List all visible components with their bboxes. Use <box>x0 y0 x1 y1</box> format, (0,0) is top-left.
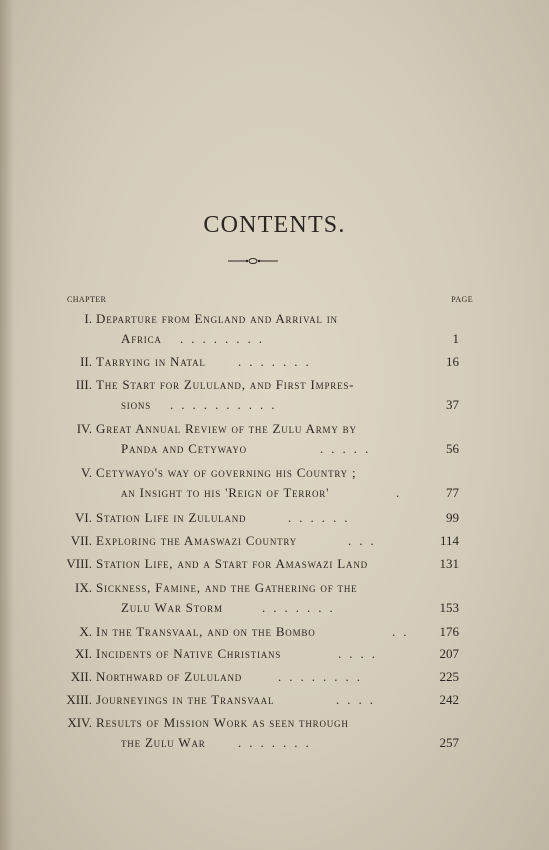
chapter-title-cont: the Zulu War <box>121 735 206 750</box>
leader-dots: ... <box>348 533 382 548</box>
chapter-number: X. <box>79 624 92 639</box>
page-number: 16 <box>446 354 459 369</box>
chapter-title-cont: Africa <box>121 331 162 346</box>
leader-dots: ....... <box>238 735 317 750</box>
chapter-column-header: CHAPTER <box>67 295 107 304</box>
page-number: 176 <box>439 624 459 639</box>
chapter-title-cont: Panda and Cetywayo <box>121 441 247 456</box>
chapter-title: Tarrying in Natal <box>96 354 206 369</box>
chapter-title: Great Annual Review of the Zulu Army by <box>96 421 357 436</box>
page-title: CONTENTS. <box>203 212 346 238</box>
leader-dots: ..... <box>320 441 377 456</box>
leader-dots: . <box>396 485 408 500</box>
leader-dots: ....... <box>262 600 341 615</box>
chapter-number: IX. <box>75 580 92 595</box>
chapter-title: Cetywayo's way of governing his Country ; <box>96 465 357 480</box>
chapter-number: V. <box>81 465 92 480</box>
page-number: 114 <box>439 533 459 548</box>
chapter-title-cont: sions <box>121 397 152 412</box>
chapter-number: I. <box>84 311 92 326</box>
leader-dots: ...... <box>288 510 356 525</box>
page-number: 242 <box>439 692 459 707</box>
chapter-title: Departure from England and Arrival in <box>96 311 338 326</box>
leader-dots: .... <box>336 692 381 707</box>
chapter-number: VI. <box>75 510 92 525</box>
chapter-number: IV. <box>76 421 92 436</box>
page-edge <box>0 0 14 850</box>
leader-dots: .......... <box>170 397 283 412</box>
page-number: 225 <box>439 669 459 684</box>
chapter-title: Sickness, Famine, and the Gathering of the <box>96 580 358 595</box>
page-number: 1 <box>452 331 459 346</box>
chapter-number: VII. <box>70 533 92 548</box>
page-number: 56 <box>446 441 459 456</box>
page-number: 207 <box>439 646 459 661</box>
chapter-number: XIII. <box>66 692 92 707</box>
page-number: 77 <box>446 485 459 500</box>
chapter-title-cont: Zulu War Storm <box>121 600 223 615</box>
ornament-divider <box>228 255 278 267</box>
leader-dots: .. <box>392 624 415 639</box>
chapter-title: Station Life, and a Start for Amaswazi Land <box>96 556 368 571</box>
page-number: 131 <box>439 556 459 571</box>
page-column-header: PAGE <box>451 295 473 304</box>
page-number: 37 <box>446 397 459 412</box>
chapter-title: Incidents of Native Christians <box>96 646 282 661</box>
leader-dots: ....... <box>238 354 317 369</box>
leader-dots: ........ <box>278 669 368 684</box>
page-number: 99 <box>446 510 459 525</box>
chapter-number: III. <box>75 377 92 392</box>
chapter-number: XIV. <box>67 715 92 730</box>
leader-dots: .... <box>338 646 383 661</box>
chapter-number: II. <box>80 354 92 369</box>
chapter-title: Journeyings in the Transvaal <box>96 692 275 707</box>
chapter-title-cont: an Insight to his 'Reign of Terror' <box>121 485 330 500</box>
page-number: 153 <box>439 600 459 615</box>
chapter-title: Station Life in Zululand <box>96 510 247 525</box>
chapter-number: VIII. <box>66 556 92 571</box>
chapter-number: XII. <box>70 669 92 684</box>
chapter-title: Exploring the Amaswazi Country <box>96 533 298 548</box>
chapter-title: In the Transvaal, and on the Bombo <box>96 624 316 639</box>
page-number: 257 <box>439 735 459 750</box>
chapter-number: XI. <box>75 646 92 661</box>
chapter-title: The Start for Zululand, and First Impres- <box>96 377 355 392</box>
leader-dots: ........ <box>180 331 270 346</box>
chapter-title: Northward of Zululand <box>96 669 243 684</box>
chapter-title: Results of Mission Work as seen through <box>96 715 349 730</box>
